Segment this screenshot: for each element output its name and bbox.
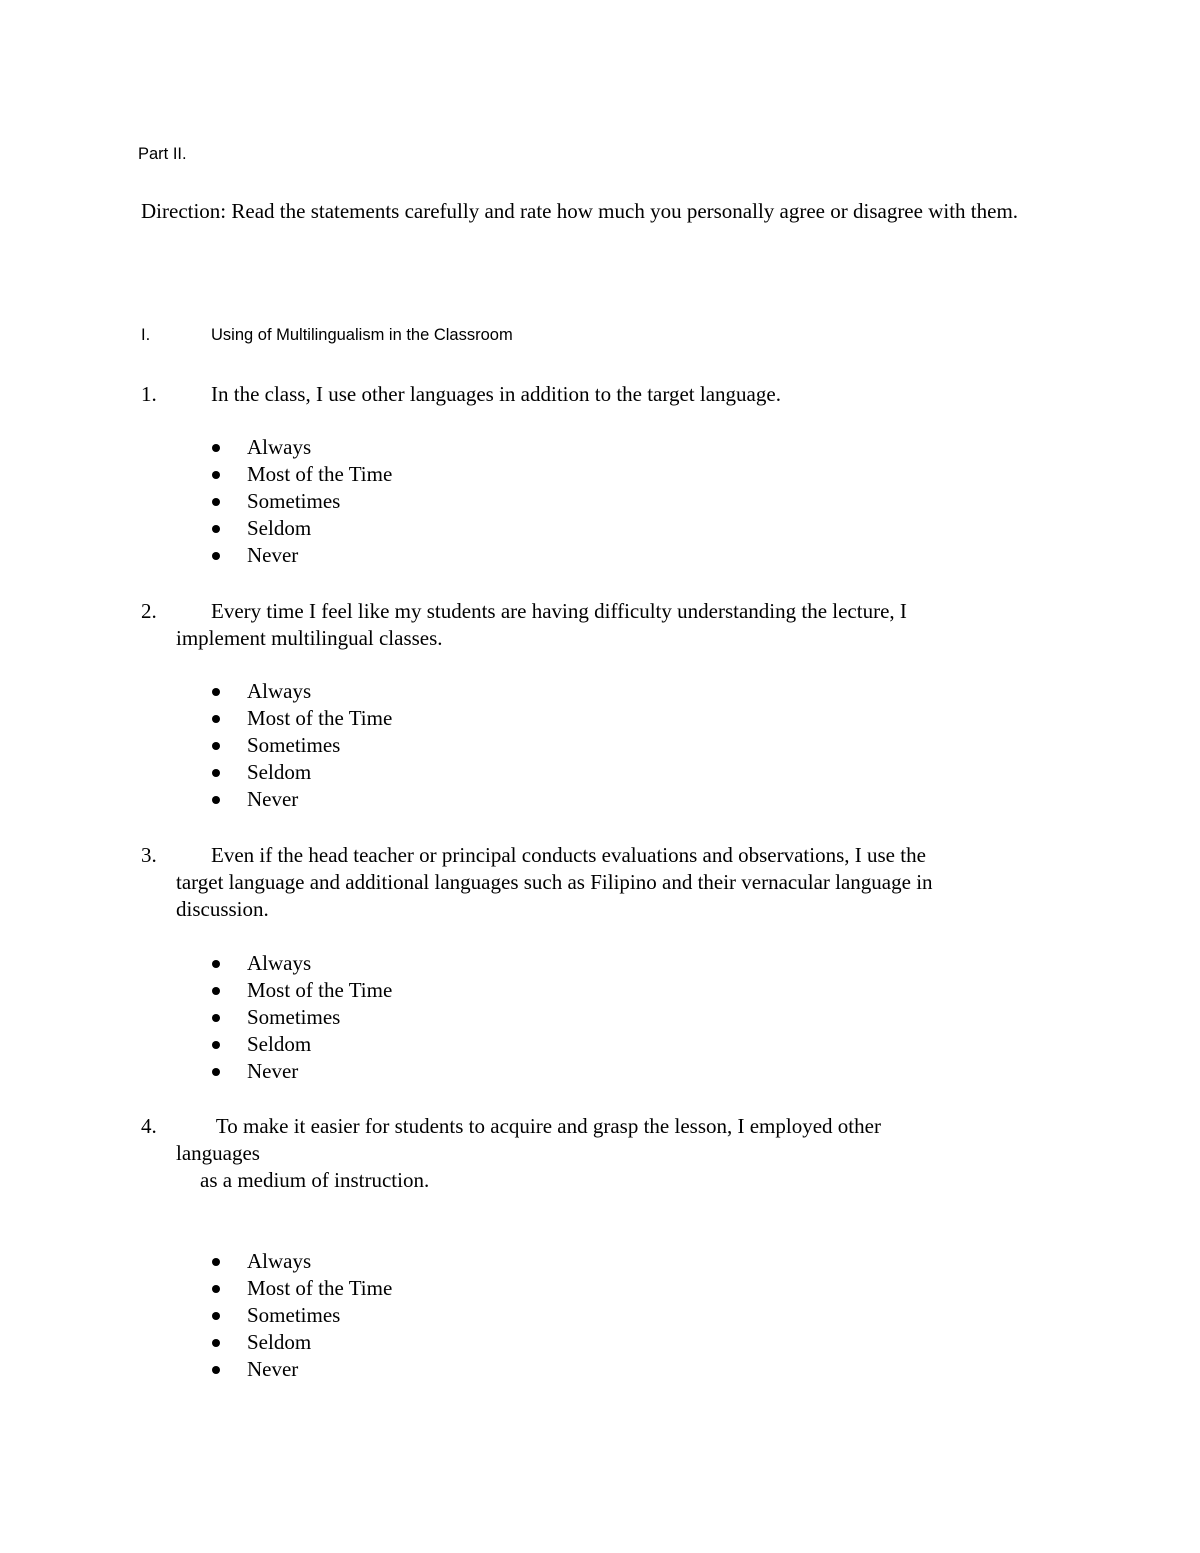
question-3-number: 3. [141, 843, 157, 867]
part-heading: Part II. [138, 145, 187, 163]
bullet-icon [212, 552, 220, 560]
bullet-icon [212, 471, 220, 479]
bullet-icon [212, 1339, 220, 1347]
question-1-options [212, 434, 392, 569]
question-4-text-extra: as a medium of instruction. [200, 1168, 430, 1192]
question-3-text-cont: discussion. [176, 897, 269, 921]
option-seldom[interactable]: Seldom [212, 1031, 392, 1058]
bullet-icon [212, 1285, 220, 1293]
bullet-icon [212, 987, 220, 995]
bullet-icon [212, 1041, 220, 1049]
option-never[interactable]: Never [212, 1058, 392, 1085]
option-seldom[interactable]: Seldom [212, 1329, 392, 1356]
bullet-icon [212, 1068, 220, 1076]
option-sometimes[interactable]: Sometimes [212, 1302, 392, 1329]
question-4-options [212, 1248, 392, 1383]
option-seldom[interactable]: Seldom [212, 759, 392, 786]
question-3-text-cont: target language and additional languages such as Filipino and their vernacular language in [176, 870, 933, 894]
bullet-icon [212, 688, 220, 696]
option-seldom[interactable]: Seldom [212, 515, 392, 542]
option-most-of-the-time[interactable]: Most of the Time [212, 461, 392, 488]
bullet-icon [212, 444, 220, 452]
question-2-options [212, 678, 392, 813]
section-title: Using of Multilingualism in the Classroom [211, 326, 513, 344]
question-2-text: Every time I feel like my students are having difficulty understanding the lecture, I [211, 599, 907, 623]
question-2-text-cont: implement multilingual classes. [176, 626, 443, 650]
option-most-of-the-time[interactable]: Most of the Time [212, 705, 392, 732]
bullet-icon [212, 715, 220, 723]
option-most-of-the-time[interactable]: Most of the Time [212, 1275, 392, 1302]
option-always[interactable]: Always [212, 678, 392, 705]
bullet-icon [212, 1258, 220, 1266]
bullet-icon [212, 742, 220, 750]
question-3-options [212, 950, 392, 1085]
option-sometimes[interactable]: Sometimes [212, 732, 392, 759]
bullet-icon [212, 960, 220, 968]
bullet-icon [212, 796, 220, 804]
question-4-text-cont: languages [176, 1141, 260, 1165]
question-1-text: In the class, I use other languages in addition to the target language. [211, 382, 781, 406]
option-never[interactable]: Never [212, 1356, 392, 1383]
question-2-number: 2. [141, 599, 157, 623]
question-4-number: 4. [141, 1114, 157, 1138]
bullet-icon [212, 525, 220, 533]
option-sometimes[interactable]: Sometimes [212, 488, 392, 515]
option-sometimes[interactable]: Sometimes [212, 1004, 392, 1031]
option-never[interactable]: Never [212, 786, 392, 813]
question-4-text: To make it easier for students to acquire and grasp the lesson, I employed other [211, 1114, 881, 1138]
option-always[interactable]: Always [212, 950, 392, 977]
bullet-icon [212, 1014, 220, 1022]
option-always[interactable]: Always [212, 1248, 392, 1275]
question-1-number: 1. [141, 382, 157, 406]
direction-text: Direction: Read the statements carefully and rate how much you personally agree or disagree with them. [141, 199, 1019, 223]
bullet-icon [212, 1312, 220, 1320]
option-always[interactable]: Always [212, 434, 392, 461]
bullet-icon [212, 498, 220, 506]
bullet-icon [212, 769, 220, 777]
section-number: I. [141, 326, 151, 344]
option-never[interactable]: Never [212, 542, 392, 569]
bullet-icon [212, 1366, 220, 1374]
option-most-of-the-time[interactable]: Most of the Time [212, 977, 392, 1004]
question-3-text: Even if the head teacher or principal conducts evaluations and observations, I use the [211, 843, 926, 867]
